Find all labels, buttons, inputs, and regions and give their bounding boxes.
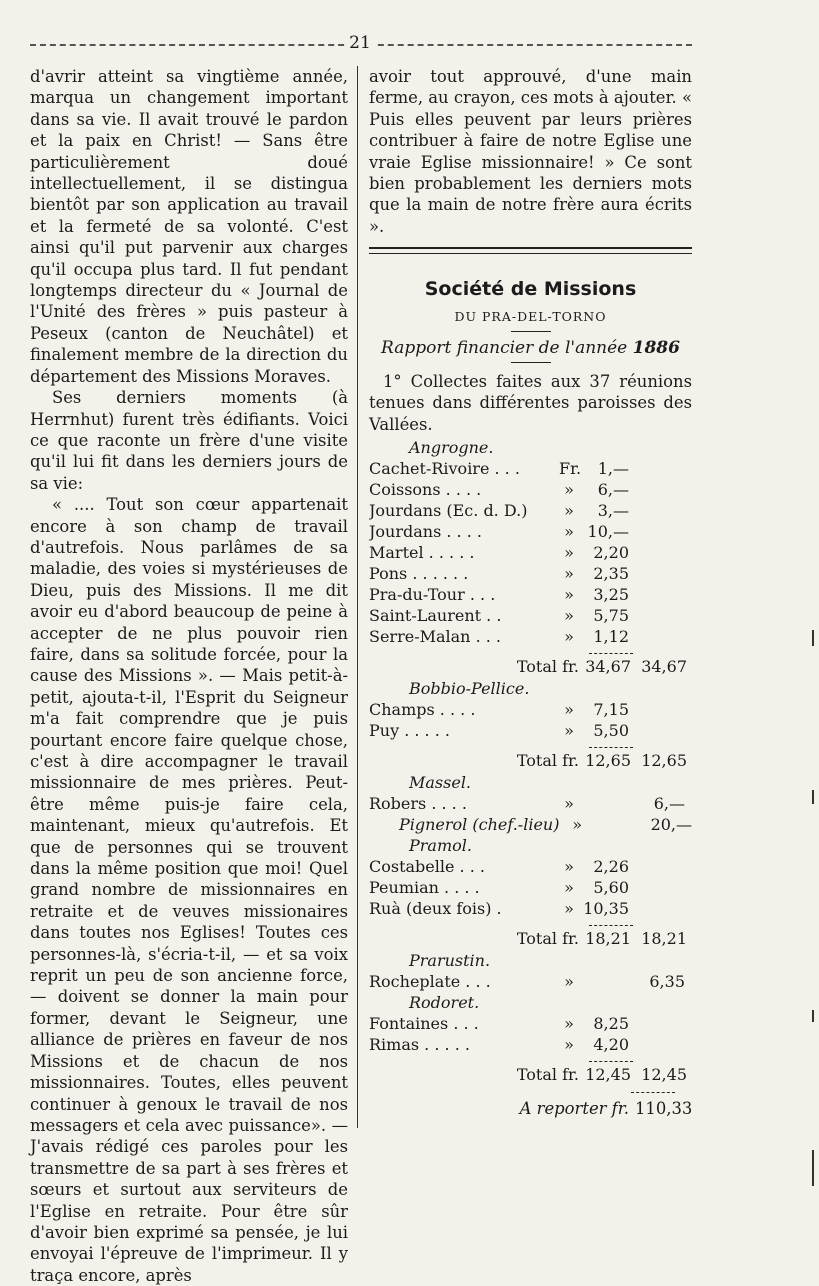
row-sum — [629, 720, 685, 741]
ledger-row — [369, 605, 692, 626]
row-sum — [629, 1013, 685, 1034]
row-amount: 5,50 — [593, 721, 629, 741]
section-divider — [369, 247, 692, 254]
row-sum — [629, 521, 685, 542]
subtotal-rule — [589, 653, 633, 654]
subtotal-rule — [589, 1061, 633, 1062]
row-sign: » — [564, 543, 574, 563]
total-sum: 12,65 — [641, 751, 687, 771]
row-sign: Fr. — [559, 459, 582, 479]
paragraph: « .... Tout son cœur appartenait encore à son champ de travail d'autrefois. Nous parlâmes de sa maladie, des voies si mystérieuses de Dieu, puis des Missions. Il me dit avoir eu d'abord beaucoup de peine à accepter de ne plus pouvoir rien faire, dans sa solitude forcée, pour la cause des Missions ». — Mais petit-à-petit, ajouta-t-il, l'Esprit du Seigneur m'a fait comprendre que je puis pourtant encore faire quelque chose, c'est à dire accompagner le travail missionnaire de mes prières. Peut-être même puis-je faire cela, maintenant, mieux qu'autrefois. Et que de personnes qui se trouvent dans la même position que moi! Quel grand nombre de missionnaires en retraite et de veuves missionaires dans toutes nos Eglises! Toutes ces personnes-là, s'écria-t-il, — et sa voix reprit un peu de son ancienne force, — doivent se donner la main pour former, devant le Seigneur, une alliance de prières en faveur de nos Missions et de chacun de nos missionnaires. Toutes, elles peuvent continuer à genoux le travail de nos messagers et cela avec puissance». — J'avais rédigé ces paroles pour les transmettre de sa part à ses frères et sœurs et surtout aux serviteurs de l'Eglise en retraite. Pour être sûr d'avoir bien exprimé sa pensée, je lui envoyai l'épreuve de l'imprimeur. Il y traça encore, après — [30, 495, 348, 1285]
row-sign: » — [564, 585, 574, 605]
row-place: Robers . . . . — [369, 794, 467, 814]
row-sign: » — [564, 857, 574, 877]
row-amount: 10,— — [587, 522, 629, 542]
row-sum — [629, 699, 685, 720]
society-subtitle: DU PRA-DEL-TORNO — [454, 309, 607, 325]
total-sum: 12,45 — [641, 1065, 687, 1085]
paragraph: avoir tout approuvé, d'une main ferme, au crayon, ces mots à ajouter. « Puis elles peuvent par leurs prières contribuer à faire de notre Eglise une vraie Eglise missionnaire! » Ce sont bien probablement les derniers mots que la main de notre frère aura écrits ». — [369, 67, 692, 236]
margin-mark — [812, 1010, 814, 1022]
row-place: Jourdans . . . . — [369, 522, 482, 542]
group-name: Bobbio-Pellice. — [409, 679, 530, 699]
total-amount: 18,21 — [585, 929, 631, 949]
row-sum — [629, 898, 685, 919]
group-name: Angrogne. — [409, 438, 494, 458]
margin-mark — [812, 1150, 814, 1186]
row-amount: 7,15 — [593, 700, 629, 720]
row-sum — [629, 605, 685, 626]
margin-mark — [812, 790, 814, 804]
row-place: Puy . . . . . — [369, 721, 450, 741]
row-amount — [587, 814, 637, 835]
row-sign: » — [564, 1014, 574, 1034]
total-label: Total fr. — [516, 751, 579, 771]
row-place: Coissons . . . . — [369, 480, 482, 500]
row-sign: » — [564, 501, 574, 521]
left-column — [30, 66, 348, 1286]
group-name: Pramol. — [409, 836, 472, 856]
row-sum — [629, 458, 685, 479]
right-column — [369, 66, 692, 1121]
row-sign: » — [564, 1035, 574, 1055]
row-sign: » — [564, 480, 574, 500]
ledger-row — [369, 500, 692, 521]
row-amount: 2,26 — [593, 857, 629, 877]
report-title — [369, 338, 692, 359]
row-place: Martel . . . . . — [369, 543, 475, 563]
row-amount: 5,75 — [593, 606, 629, 626]
row-sum — [629, 479, 685, 500]
ledger-row — [369, 563, 692, 584]
paragraph: d'avrir atteint sa vingtième année, marqua un changement important dans sa vie. Il avait trouvé le pardon et la paix en Christ! — Sans être particulièrement doué intellectuellement, il se distingua bientôt par son application au travail et la fermeté de sa volonté. C'est ainsi qu'il put parvenir aux charges qu'il occupa plus tard. Il fut pendant longtemps directeur du « Journal de l'Unité des frères » puis pasteur à Peseux (canton de Neuchâtel) et finalement membre de la direction du département des Missions Moraves. — [30, 67, 348, 386]
row-sum — [629, 626, 685, 647]
row-amount: 5,60 — [593, 878, 629, 898]
row-sum: 6,35 — [649, 972, 685, 992]
total-amount: 12,65 — [585, 751, 631, 771]
subtotal-rule — [589, 925, 633, 926]
row-place: Saint-Laurent . . — [369, 606, 502, 626]
ledger — [369, 437, 692, 1093]
row-place: Rocheplate . . . — [369, 972, 491, 992]
subtotal-rule — [589, 747, 633, 748]
ledger-row — [369, 814, 692, 835]
section-intro: 1° Collectes faites aux 37 réunions tenues dans différentes paroisses des Vallées. — [369, 372, 692, 434]
row-amount: 6,— — [597, 480, 629, 500]
row-sum — [629, 500, 685, 521]
row-sign: » — [564, 721, 574, 741]
row-amount — [579, 793, 629, 814]
row-sum — [629, 856, 685, 877]
row-sum — [629, 584, 685, 605]
ledger-row — [369, 720, 692, 741]
row-sum: 20,— — [650, 815, 693, 835]
ledger-row — [369, 856, 692, 877]
total-amount: 12,45 — [585, 1065, 631, 1085]
ledger-row — [369, 1013, 692, 1034]
report-title-text: Rapport financier de l'année — [381, 337, 628, 358]
total-label: Total fr. — [516, 657, 579, 677]
row-sign: » — [564, 564, 574, 584]
total-sum: 34,67 — [641, 657, 687, 677]
report-year: 1886 — [632, 337, 680, 358]
row-sum — [629, 542, 685, 563]
row-sign: » — [572, 815, 583, 835]
row-amount: 3,25 — [593, 585, 629, 605]
ledger-row — [369, 971, 692, 992]
row-amount: 8,25 — [593, 1014, 629, 1034]
row-amount: 2,35 — [593, 564, 629, 584]
row-sign: » — [564, 878, 574, 898]
row-amount: 1,— — [597, 459, 629, 479]
ledger-row — [369, 584, 692, 605]
row-amount — [579, 971, 629, 992]
row-place: Costabelle . . . — [369, 857, 485, 877]
short-rule — [511, 331, 551, 332]
row-sign: » — [564, 627, 574, 647]
ledger-row — [369, 479, 692, 500]
page-number: 21 — [345, 32, 375, 54]
ledger-row — [369, 699, 692, 720]
ledger-row — [369, 1034, 692, 1055]
row-place: Pra-du-Tour . . . — [369, 585, 496, 605]
group-name: Prarustin. — [409, 951, 491, 971]
row-amount: 1,12 — [593, 627, 629, 647]
row-sum — [629, 1034, 685, 1055]
total-label: Total fr. — [516, 929, 579, 949]
row-place: Pons . . . . . . — [369, 564, 469, 584]
ledger-row — [369, 542, 692, 563]
row-amount: 10,35 — [583, 899, 629, 919]
paragraph: Ses derniers moments (à Herrnhut) furent très édifiants. Voici ce que raconte un frère d'une visite qu'il lui fit dans les derniers jours de sa vie: — [30, 388, 348, 493]
ledger-row — [369, 793, 692, 814]
row-place: Fontaines . . . — [369, 1014, 479, 1034]
total-row — [369, 1064, 692, 1086]
row-place: Peumian . . . . — [369, 878, 480, 898]
group-name: Massel. — [409, 773, 472, 793]
row-sign: » — [564, 700, 574, 720]
row-sum — [629, 877, 685, 898]
row-place: Rimas . . . . . — [369, 1035, 470, 1055]
group-name: Rodoret. — [409, 993, 480, 1013]
society-title: Société de Missions — [424, 278, 637, 301]
row-sum: 6,— — [653, 794, 685, 814]
carry-label: A reporter fr. — [519, 1099, 629, 1119]
total-label: Total fr. — [516, 1065, 579, 1085]
row-amount: 4,20 — [593, 1035, 629, 1055]
total-row — [369, 750, 692, 772]
row-amount: 3,— — [597, 501, 629, 521]
row-place: Jourdans (Ec. d. D.) — [369, 501, 528, 521]
margin-mark — [812, 630, 814, 646]
row-sign: » — [564, 606, 574, 626]
carry-row — [369, 1097, 692, 1121]
ledger-row — [369, 877, 692, 898]
row-sign: » — [564, 972, 574, 992]
row-place: Champs . . . . — [369, 700, 476, 720]
row-place: Serre-Malan . . . — [369, 627, 501, 647]
row-sum — [629, 563, 685, 584]
ledger-row — [369, 626, 692, 647]
ledger-row — [369, 458, 692, 479]
total-sum: 18,21 — [641, 929, 687, 949]
total-amount: 34,67 — [585, 657, 631, 677]
ledger-row — [369, 898, 692, 919]
column-divider — [357, 66, 358, 1128]
row-sign: » — [564, 522, 574, 542]
total-row — [369, 928, 692, 950]
ledger-row — [369, 521, 692, 542]
row-place: Cachet-Rivoire . . . — [369, 459, 520, 479]
total-row — [369, 656, 692, 678]
group-name: Pignerol (chef.-lieu) — [399, 815, 560, 835]
subtotal-rule — [631, 1092, 675, 1093]
row-sign: » — [564, 794, 574, 814]
row-sign: » — [564, 899, 574, 919]
row-place: Ruà (deux fois) . — [369, 899, 502, 919]
short-rule — [511, 362, 551, 363]
carry-sum: 110,33 — [635, 1099, 693, 1119]
row-amount: 2,20 — [593, 543, 629, 563]
